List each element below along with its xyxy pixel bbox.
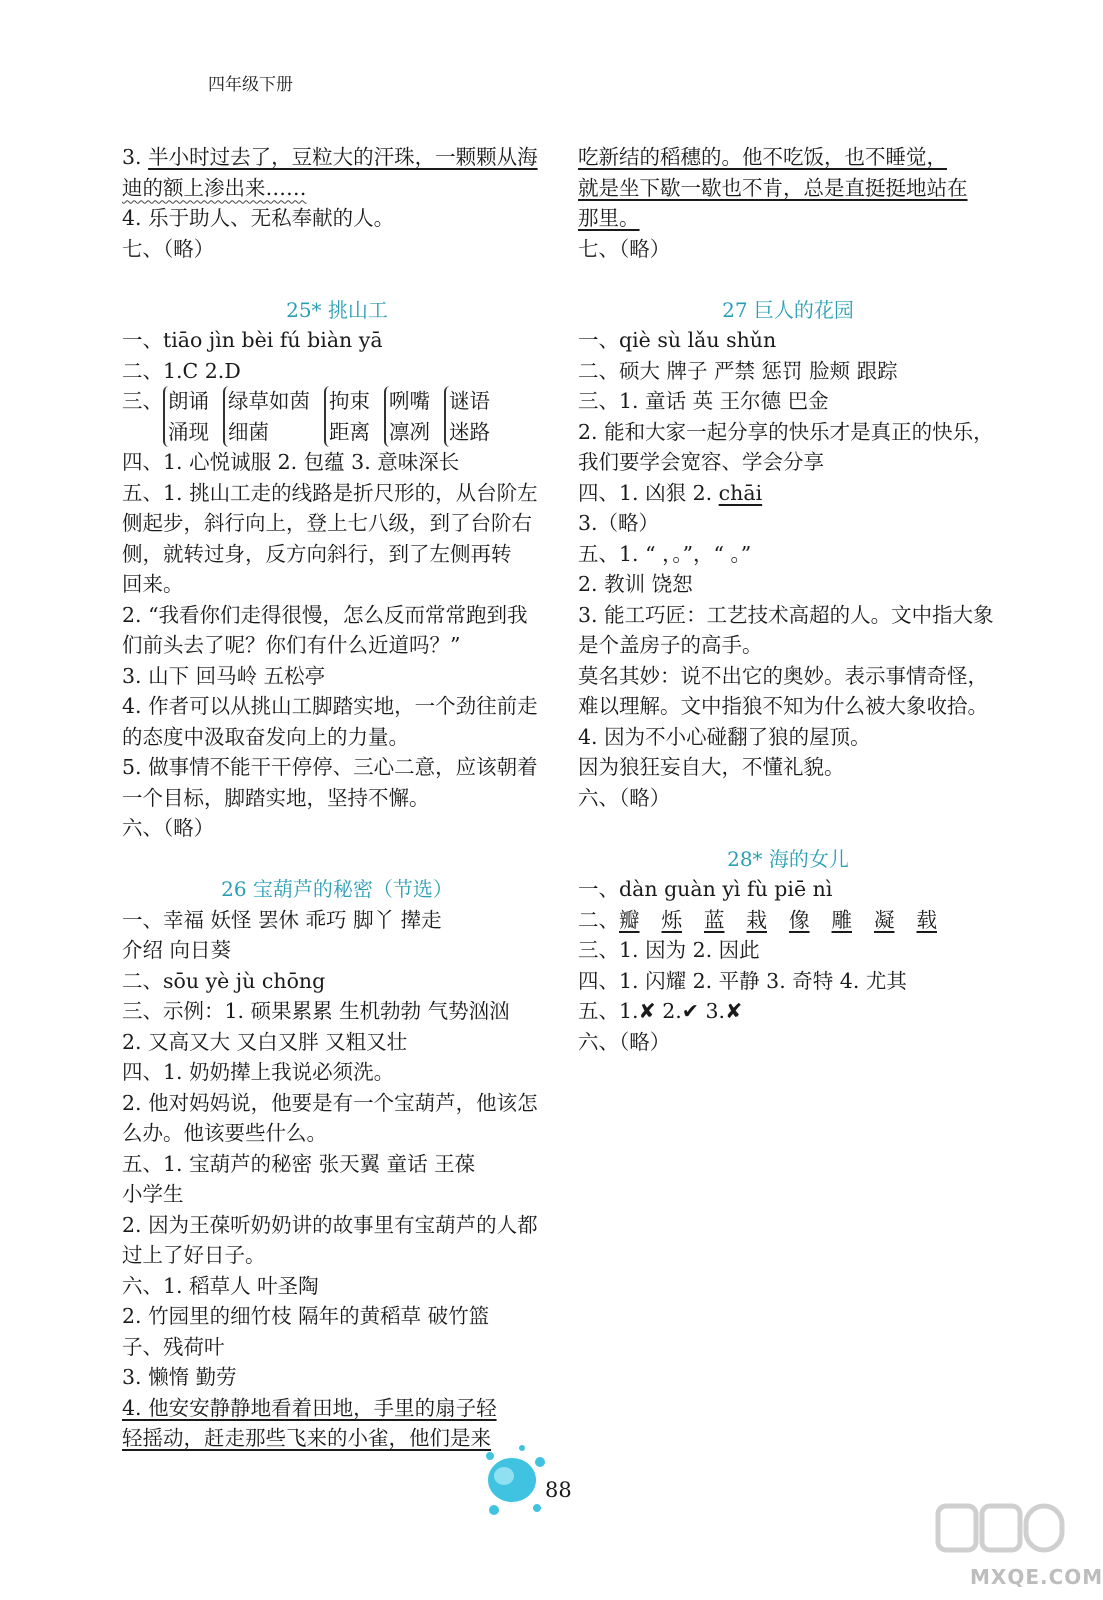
- underlined-char: 雕: [831, 907, 852, 932]
- answer-line: 3. 懒惰 勤劳: [122, 1365, 237, 1389]
- answer-line: 子、残荷叶: [122, 1334, 225, 1359]
- answer-line: 吃新结的稻穗的。他不吃饭，也不睡觉，: [578, 145, 947, 169]
- underlined-char: 蓝: [704, 907, 725, 932]
- answer-line: 2. 他对妈妈说，他要是有一个宝葫芦，他该怎: [122, 1090, 538, 1115]
- answer-line: 一、qiè sù lǎu shǔn: [578, 328, 777, 352]
- page-header: 四年级下册: [208, 75, 293, 95]
- answer-line: 三、1. 童话 英 王尔德 巴金: [578, 389, 829, 413]
- answer-line: 五、1.✘ 2.✔ 3.✘: [578, 999, 743, 1023]
- answer-line: 二、sōu yè jù chōng: [122, 968, 326, 993]
- underlined-char: 载: [916, 907, 937, 932]
- answer-line: 二、1.C 2.D: [122, 358, 241, 383]
- answer-line: 2. “我看你们走得很慢，怎么反而常常跑到我: [122, 602, 528, 627]
- answer-line: 那里。: [578, 206, 640, 230]
- answer-line: 5. 做事情不能干干停停、三心二意，应该朝着: [122, 755, 538, 779]
- answer-line: 2. 能和大家一起分享的快乐才是真正的快乐，: [578, 419, 994, 444]
- answer-line: 的态度中汲取奋发向上的力量。: [122, 724, 409, 749]
- answer-line: 一、dàn guàn yì fù piē nì: [578, 877, 833, 901]
- answer-line: 四、1. 心悦诚服 2. 包蕴 3. 意味深长: [122, 450, 460, 474]
- right-column: [578, 142, 998, 1057]
- answer-line: 六、（略）: [122, 816, 215, 840]
- answer-line: 回来。: [122, 572, 184, 596]
- answer-line: 六、（略）: [578, 785, 671, 810]
- answer-line: 2. 教训 饶恕: [578, 572, 693, 596]
- word-group: 绿草如茵 细菌: [223, 386, 310, 447]
- answer-line: 难以理解。文中指狼不知为什么被大象收拾。: [578, 694, 988, 718]
- answer-line: 四、1. 凶狠 2. chāi: [578, 480, 763, 505]
- lesson-title-25: 25* 挑山工: [286, 297, 388, 322]
- answer-line: 莫名其妙：说不出它的奥妙。表示事情奇怪，: [578, 663, 988, 688]
- answer-line: 是个盖房子的高手。: [578, 633, 763, 657]
- answer-line: 三、示例：1. 硕果累累 生机勃勃 气势汹汹: [122, 999, 510, 1023]
- watermark-url: MXQE.COM: [970, 1565, 1103, 1589]
- answer-line: 一、幸福 妖怪 罢休 乖巧 脚丫 撵走: [122, 907, 442, 932]
- word-group: 朗诵 涌现: [163, 386, 209, 447]
- answer-line: 2. 竹园里的细竹枝 隔年的黄稻草 破竹篮: [122, 1304, 490, 1328]
- answer-line: 3.（略）: [578, 511, 660, 535]
- word-group: 拘束 距离: [324, 386, 370, 447]
- underlined-char: 栽: [746, 907, 767, 932]
- answer-line: 三、1. 因为 2. 因此: [578, 938, 760, 962]
- answer-line: 们前头去了呢？你们有什么近道吗？”: [122, 633, 461, 657]
- answer-line: 七、（略）: [122, 236, 215, 261]
- word-group: 谜语 迷路: [444, 386, 490, 447]
- answer-line: 4. 因为不小心碰翻了狼的屋顶。: [578, 724, 871, 749]
- watermark-logo-icon: [936, 1500, 1066, 1562]
- answer-line: 4. 他安安静静地看着田地，手里的扇子轻: [122, 1395, 497, 1420]
- answer-line: 六、1. 稻草人 叶圣陶: [122, 1273, 319, 1298]
- answer-line: 五、1. 宝葫芦的秘密 张天翼 童话 王葆: [122, 1151, 476, 1176]
- underlined-char: 瓣: [619, 907, 640, 932]
- page-number: 88: [545, 1478, 572, 1502]
- bracket-groups: 三、 朗诵 涌现 绿草如茵 细菌 拘束 距离 咧嘴 凛冽 谜语 迷路: [122, 386, 552, 447]
- splash-decoration-icon: [482, 1440, 552, 1520]
- answer-line: 四、1. 奶奶撵上我说必须洗。: [122, 1060, 395, 1084]
- answer-line: 过上了好日子。: [122, 1243, 266, 1267]
- answer-line: 二、硕大 牌子 严禁 惩罚 脸颊 跟踪: [578, 358, 898, 383]
- answer-line: 二、瓣 烁 蓝 栽 像 雕 凝 载: [578, 907, 937, 932]
- answer-line: 因为狼狂妄自大，不懂礼貌。: [578, 755, 845, 779]
- answer-line: 一、tiāo jìn bèi fú biàn yā: [122, 328, 383, 352]
- lesson-title-27: 27 巨人的花园: [722, 297, 854, 322]
- answer-line: 3. 能工巧匠：工艺技术高超的人。文中指大象: [578, 602, 994, 627]
- answer-line: 侧，就转过身，反方向斜行，到了左侧再转: [122, 541, 512, 566]
- word-group: 咧嘴 凛冽: [384, 386, 430, 447]
- underlined-char: 凝: [874, 907, 895, 932]
- answer-line: 七、（略）: [578, 236, 671, 261]
- answer-line: 侧起步，斜行向上，登上七八级，到了台阶右: [122, 511, 532, 535]
- lesson-title-26: 26 宝葫芦的秘密（节选）: [221, 877, 453, 901]
- answer-line: 2. 因为王葆听奶奶讲的故事里有宝葫芦的人都: [122, 1212, 538, 1237]
- answer-line: 4. 乐于助人、无私奉献的人。: [122, 206, 395, 230]
- answer-line: 2. 又高又大 又白又胖 又粗又壮: [122, 1029, 408, 1054]
- answer-line: 么办。他该要些什么。: [122, 1121, 327, 1145]
- lesson-title-28: 28* 海的女儿: [727, 846, 849, 871]
- underlined-char: 烁: [661, 907, 682, 932]
- answer-line: 就是坐下歇一歇也不肯，总是直挺挺地站在: [578, 175, 968, 200]
- answer-line: 四、1. 闪耀 2. 平静 3. 奇特 4. 尤其: [578, 968, 907, 993]
- answer-line: 五、1. “ ，。”，“ 。”: [578, 541, 752, 566]
- answer-line: 我们要学会宽容、学会分享: [578, 450, 824, 474]
- answer-line: 4. 作者可以从挑山工脚踏实地，一个劲往前走: [122, 694, 538, 718]
- answer-line: 3. 半小时过去了，豆粒大的汗珠，一颗颗从海: [122, 145, 538, 169]
- answer-line: 一个目标，脚踏实地，坚持不懈。: [122, 785, 430, 810]
- answer-line: 迪的额上渗出来……: [122, 175, 307, 200]
- underlined-char: 像: [789, 907, 810, 932]
- left-column: [122, 142, 552, 1454]
- answer-line: 轻摇动，赶走那些飞来的小雀，他们是来: [122, 1426, 491, 1450]
- answer-line: 五、1. 挑山工走的线路是折尺形的，从台阶左: [122, 480, 538, 505]
- answer-line: 3. 山下 回马岭 五松亭: [122, 663, 326, 688]
- answer-line: 小学生: [122, 1182, 184, 1206]
- answer-line: 六、（略）: [578, 1029, 671, 1054]
- answer-line: 介绍 向日葵: [122, 938, 232, 962]
